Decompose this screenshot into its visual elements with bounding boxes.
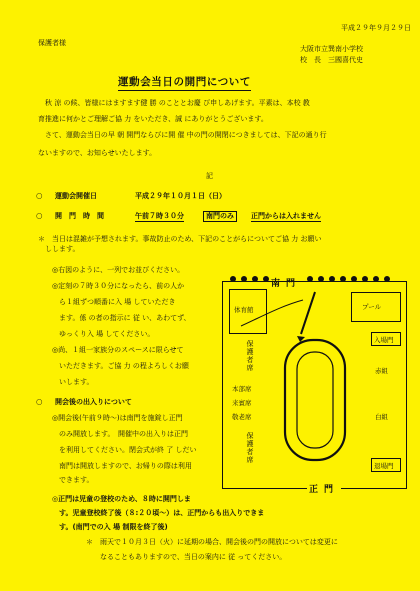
main-gate-note: 正門からは入れません [251,212,321,220]
after-open-line-5: できます。 [52,476,94,484]
rain-note-line-1: ＊ 雨天で１０月３日（火）に延期の場合、開会後の門の開放については変更に [86,538,338,546]
entry-arrow [301,292,315,334]
entrance-label: 入場門 [374,336,394,344]
notice-line-2: しします。 [38,245,80,253]
school-gate-line-3: す。(南門での入 場 制限を終了後) [52,523,168,531]
after-open-line-3: を利用してください。閉会式が終 了 しだい [52,446,197,454]
after-open-line-1: ◎開会後(午前９時～)は南門を施錠し正門 [52,414,183,422]
school-gate-line-1: ◎正門は児童の登校のため、８時に開門しま [52,495,191,503]
south-gate-label: 南門 [269,276,303,289]
after-open-line-2: のみ開放します。 開催中の出入りは正門 [52,430,188,438]
bullet-icon: ○ [36,397,43,406]
intro-line-1: 秋 涼 の候、皆様にはますます健 勝 のこととお慶 び申しあげます。平素は、本校 教 [38,99,310,107]
red-team-label: 赤組 [375,367,388,375]
date: 平成２９年９月２９日 [341,24,411,32]
white-team-label: 白組 [375,413,388,421]
intro-line-4: ないますので、お知らせいたします。 [38,149,157,157]
after-open-line-4: 南門は開放しますので、お帰りの際は利用 [52,462,192,470]
exit-label: 退場門 [374,462,394,470]
guardian-seats-top: 保護者席 [246,340,254,372]
queue-line [241,300,303,326]
elder-seat-label: 敬老席 [232,413,252,421]
gate-time-label: 開 門 時 間 [55,212,104,220]
gym-label: 体育館 [234,306,254,314]
school-map [222,281,407,489]
note-line-6: ◎尚、１組一家族分のスペースに限らせて [52,346,184,354]
note-line-7: いただきます。ご協 力 の程よろしくお願 [52,362,189,370]
note-line-2: ◎定刻の７時３０分になったら、前の人か [52,282,185,290]
event-date-label: 運動会開催日 [55,192,97,200]
bullet-icon: ○ [36,191,43,200]
after-open-heading: 開会後の出入りについて [55,398,132,406]
note-line-8: いします。 [52,378,94,386]
note-line-3: ら１組ずつ順番に入 場 していただき [52,298,176,306]
exit-box [371,458,401,472]
page-title: 運動会当日の開門について [118,74,251,91]
principal-name: 校 長 三國喜代史 [300,56,363,64]
notice-line-1: ＊ 当日は混雑が予想されます。事故防止のため、下記のことがらについてご協 力 お願い [38,235,322,243]
event-date-value: 平成２９年１０月１日（日） [135,192,226,200]
addressee: 保護者様 [38,39,66,47]
rain-note-line-2: なることもありますので、当日の案内に 従 ってください。 [86,553,287,561]
intro-line-3: さて、運動会当日の早 朝 開門ならびに開 催 中の門の開閉につきましては、下記の通り行 [38,131,327,139]
entrance-box [371,332,401,346]
note-line-5: ゆっくり入 場 してください。 [52,330,155,338]
bullet-icon: ○ [36,211,43,220]
main-gate-label: 正門 [307,482,341,495]
intro-line-2: 育推進に何かとご理解ご協 力 をいただき、誠 にありがとうございます。 [38,115,268,123]
track-inner [297,352,333,448]
hq-seat-label: 本部席 [232,385,252,393]
guest-seat-label: 来賓席 [232,399,252,407]
school-gate-line-2: す。児童登校終了後（８:２０頃～）は、正門からも出入りできま [52,509,265,517]
track-outer [285,340,345,460]
note-line-1: ◎右図のように、一列でお並びください。 [52,266,185,274]
gate-time-value: 午前７時３０分 [135,212,184,220]
pool-label: プール [362,303,382,311]
note-line-4: ます。係 の者の指示に 従 い、あわてず、 [52,314,191,322]
south-gate-only: 南門のみ [203,211,237,222]
guardian-seats-bottom: 保護者席 [246,432,254,464]
ki-heading: 記 [206,172,213,180]
school-name: 大阪市立巽南小学校 [300,45,363,53]
